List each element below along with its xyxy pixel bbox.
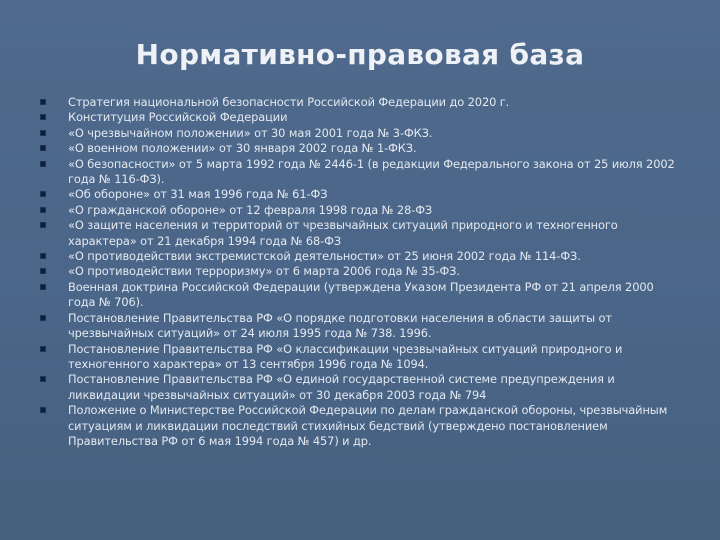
bullet-text: Стратегия национальной безопасности Российской Федерации до 2020 г. — [68, 95, 510, 109]
bullet-text: Военная доктрина Российской Федерации (утверждена Указом Президента РФ от 21 апреля 2000 года № 706). — [68, 279, 654, 310]
bullet-square-icon — [40, 376, 46, 382]
bullet-text: «О безопасности» от 5 марта 1992 года № 2446-1 (в редакции Федерального закона от 25 июля 2002 года № 116-ФЗ). — [68, 156, 675, 187]
bullet-text: Постановление Правительства РФ «О классификации чрезвычайных ситуаций природного и техногенного характера» от 13 сентября 1996 года № 1094. — [68, 341, 623, 371]
bullet-text: «О чрезвычайном положении» от 30 мая 2001 года № 3-ФКЗ. — [68, 125, 433, 140]
bullet-item — [40, 280, 680, 311]
slide-title: Нормативно-правовая база — [135, 38, 585, 71]
bullet-item — [40, 141, 680, 156]
bullet-item — [40, 126, 680, 141]
bullet-text: Положение о Министерстве Российской Федерации по делам гражданской обороны, чрезвычайным ситуациям и ликвидации последствий стихийных бедствий (утверждено постановлением Правительства РФ от 6 мая 1994 года № 457) и др. — [68, 403, 668, 448]
bullet-square-icon — [40, 315, 46, 321]
bullet-item — [40, 218, 680, 249]
bullet-item — [40, 403, 680, 449]
bullet-item — [40, 249, 680, 264]
bullet-square-icon — [40, 207, 46, 213]
bullet-list — [40, 95, 680, 449]
bullet-item — [40, 372, 680, 403]
bullet-square-icon — [40, 145, 46, 151]
bullet-square-icon — [40, 161, 46, 167]
bullet-square-icon — [40, 346, 46, 352]
bullet-square-icon — [40, 114, 46, 120]
bullet-text: «О военном положении» от 30 января 2002 года № 1-ФКЗ. — [68, 141, 417, 156]
bullet-text: «Об обороне» от 31 мая 1996 года № 61-ФЗ — [68, 187, 328, 202]
bullet-item — [40, 187, 680, 202]
bullet-item — [40, 157, 680, 188]
bullet-text: Постановление Правительства РФ «О порядке подготовки населения в области защиты от чрезвычайных ситуаций» от 24 июля 1995 года № 738. 1996. — [68, 310, 612, 341]
bullet-text: «О защите населения и территорий от чрезвычайных ситуаций природного и техногенного характера» от 21 декабря 1994 года № 68-ФЗ — [68, 218, 618, 248]
bullet-text: «О противодействии экстремистской деятельности» от 25 июня 2002 года № 114-ФЗ. — [68, 249, 581, 264]
bullet-square-icon — [40, 268, 46, 274]
bullet-square-icon — [40, 253, 46, 259]
bullet-item — [40, 110, 680, 125]
bullet-item — [40, 264, 680, 279]
bullet-square-icon — [40, 191, 46, 197]
bullet-text: «О гражданской обороне» от 12 февраля 1998 года № 28-ФЗ — [68, 202, 433, 217]
bullet-square-icon — [40, 130, 46, 136]
bullet-item — [40, 342, 680, 373]
bullet-text: «О противодействии терроризму» от 6 марта 2006 года № 35-ФЗ. — [68, 264, 460, 279]
bullet-item — [40, 203, 680, 218]
bullet-square-icon — [40, 99, 46, 105]
bullet-text: Конституция Российской Федерации — [68, 110, 288, 125]
bullet-text: Постановление Правительства РФ «О единой государственной системе предупреждения и ликвидации чрезвычайных ситуаций» от 30 декабря 2003 года № 794 — [68, 372, 615, 402]
bullet-square-icon — [40, 222, 46, 228]
bullet-item — [40, 311, 680, 342]
bullet-square-icon — [40, 407, 46, 413]
bullet-item — [40, 95, 680, 110]
bullet-square-icon — [40, 284, 46, 290]
